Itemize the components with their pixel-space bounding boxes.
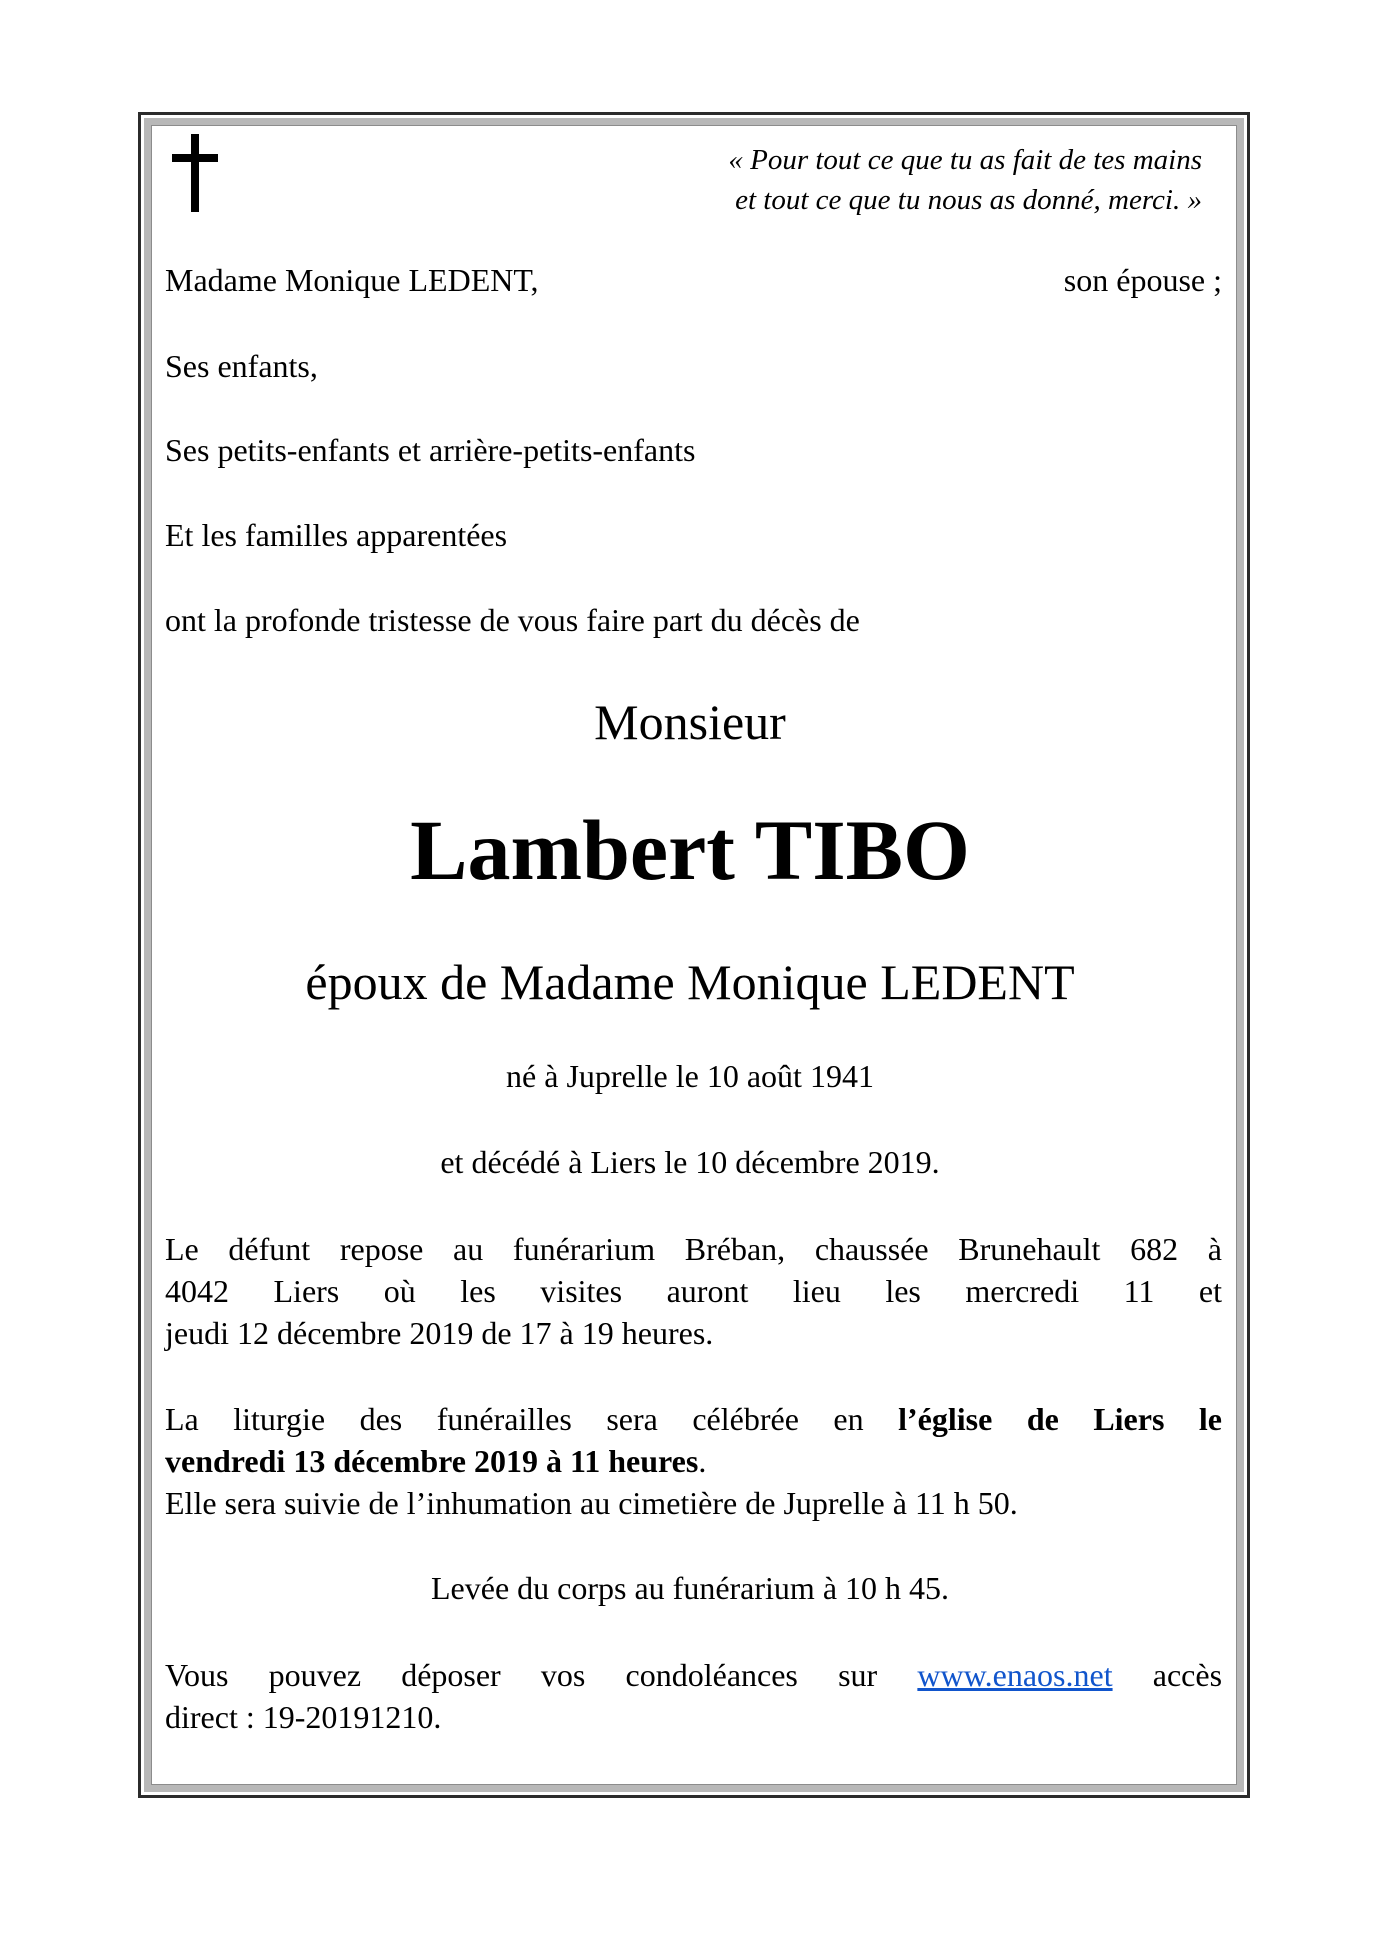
liturgy-row-1 — [165, 1398, 1222, 1440]
death-line: et décédé à Liers le 10 décembre 2019. — [440, 1144, 940, 1180]
quote-line-2: et tout ce que tu nous as donné, merci. » — [735, 184, 1202, 216]
relatives-line: Et les familles apparentées — [165, 517, 508, 553]
cross-icon-vertical — [191, 134, 199, 212]
liturgy-paragraph — [165, 1398, 1222, 1524]
spouse-name: Madame Monique LEDENT, — [165, 262, 539, 298]
liturgy-row-2 — [165, 1440, 1222, 1482]
condolences-paragraph — [165, 1654, 1222, 1738]
visitation-row-2: 4042 Liers où les visites auront lieu les mercredi 11 et — [165, 1273, 1222, 1309]
cross-icon-horizontal — [172, 154, 218, 162]
deceased-name: Lambert TIBO — [410, 802, 970, 898]
announcement-line: ont la profonde tristesse de vous faire part du décès de — [165, 602, 860, 638]
condolences-link[interactable]: www.enaos.net — [917, 1657, 1113, 1693]
deceased-title: Monsieur — [594, 694, 786, 750]
grandchildren-line: Ses petits-enfants et arrière-petits-enfants — [165, 432, 696, 468]
condolences-row-1 — [165, 1654, 1222, 1696]
liturgy-row-1-bold: l’église de Liers le — [898, 1401, 1223, 1437]
visitation-paragraph — [165, 1228, 1222, 1354]
quote-line-1: « Pour tout ce que tu as fait de tes mains — [728, 144, 1202, 176]
levee-line: Levée du corps au funérarium à 10 h 45. — [430, 1570, 950, 1606]
visitation-row-1: Le défunt repose au funérarium Bréban, chaussée Brunehault 682 à — [165, 1231, 1222, 1267]
liturgy-row-1-plain: La liturgie des funérailles sera célébrée en — [165, 1401, 864, 1437]
visitation-row-3: jeudi 12 décembre 2019 de 17 à 19 heures. — [165, 1315, 714, 1351]
liturgy-row-2-end: . — [698, 1443, 707, 1479]
epigraph-quote — [728, 140, 1202, 220]
spouse-of-line: époux de Madame Monique LEDENT — [305, 954, 1075, 1010]
condolences-text: Vous pouvez déposer vos condoléances sur — [165, 1657, 878, 1693]
liturgy-row-3: Elle sera suivie de l’inhumation au cimetière de Juprelle à 11 h 50. — [165, 1485, 1018, 1521]
children-line: Ses enfants, — [165, 348, 318, 384]
cross-icon — [172, 134, 218, 212]
spouse-role: son épouse ; — [1063, 262, 1222, 298]
liturgy-date-time: vendredi 13 décembre 2019 à 11 heures — [165, 1443, 699, 1479]
condolences-row-1-end: accès — [1152, 1657, 1223, 1693]
condolences-row-2: direct : 19-20191210. — [165, 1699, 442, 1735]
birth-line: né à Juprelle le 10 août 1941 — [506, 1058, 874, 1094]
